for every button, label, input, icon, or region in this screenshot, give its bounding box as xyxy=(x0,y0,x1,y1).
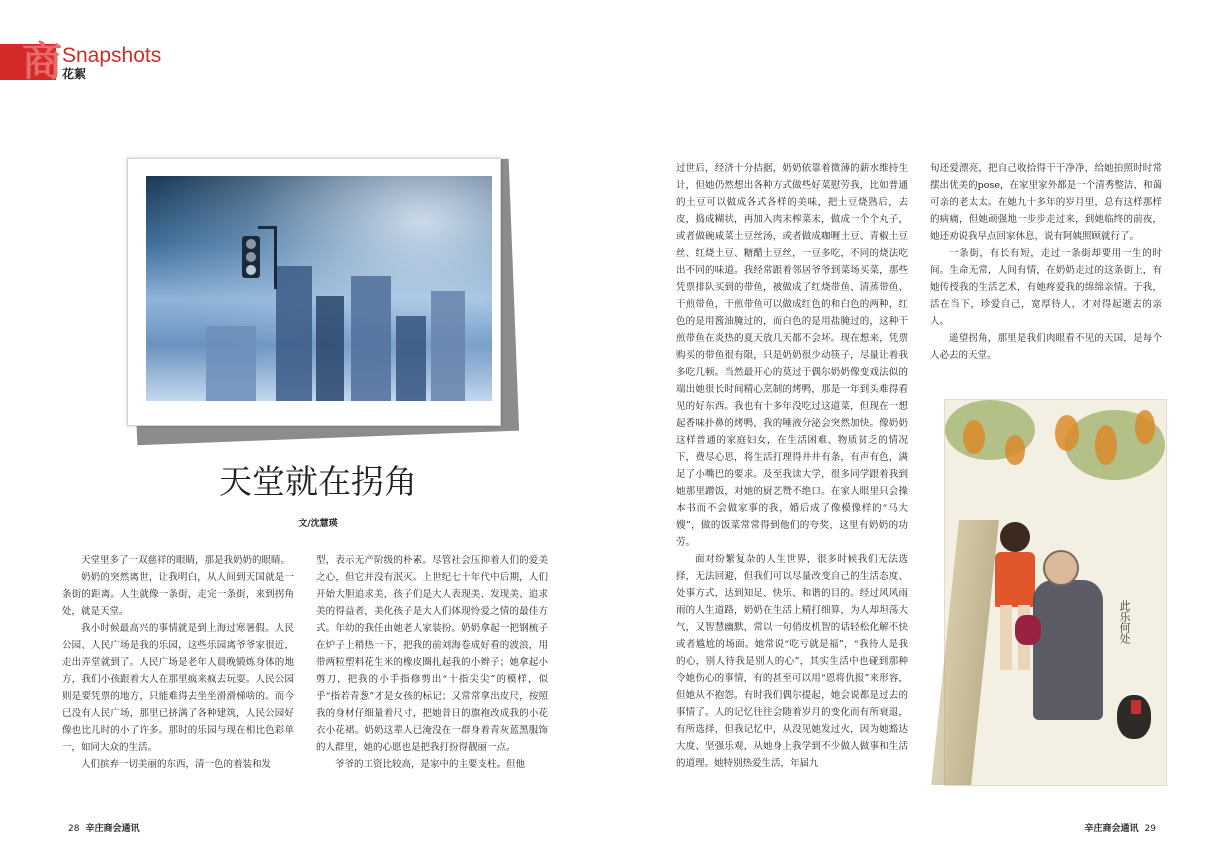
paragraph: 天堂里多了一双慈祥的眼睛，那是我奶奶的眼睛。 xyxy=(81,555,291,566)
section-logo-glyph: 商 xyxy=(22,38,62,85)
city-traffic-light-photo xyxy=(146,176,492,401)
signal-pole xyxy=(258,226,277,289)
text-column-4 xyxy=(930,160,1162,364)
paragraph: 面对纷繁复杂的人生世界，很多时候我们无法选择，无法回避，但我们可以尽量改变自己的生活态度、处事方式，达到知足、快乐、和谐的目的。经过风风雨雨的人生道路，奶奶在生活上精打细算，为人却坦荡大气，又智慧幽默，常以一句俏皮机智的话轻松化解不快或者尴尬的场面。她常说“吃亏就是福”，“我待人是我的心，别人待我是别人的心”，其实生活中也碰到那种令她伤心的事情，有的甚至可以用“恩将仇报”来形容，但她从不抱怨。有时我们偶尔提起，她会说都是过去的事情了。人的记忆往往会随着岁月的变化而有所衰退，有所选择，但我记忆中，从没见她发过火，因为她豁达大度、坚强乐观，从她身上我学到不少做人做事和生活的道理。她特别热爱生活，年届九 xyxy=(676,554,908,769)
paragraph: 奶奶的突然离世，让我明白，从人间到天国就是一条街的距离。人生就像一条街，走完一条街，来到拐角处，就是天堂。 xyxy=(62,572,294,617)
footer-left xyxy=(62,821,139,834)
grapes-basket xyxy=(1015,615,1041,645)
calligraphy-inscription: 此乐何处 xyxy=(1118,600,1131,644)
publication-name-right: 辛庄商会通讯 xyxy=(1084,824,1139,834)
artist-seal xyxy=(1131,700,1141,714)
text-column-2 xyxy=(316,552,548,773)
traffic-light-icon xyxy=(242,236,260,278)
ink-painting-illustration xyxy=(944,399,1167,786)
page-number-right: 29 xyxy=(1144,824,1156,834)
text-column-3 xyxy=(676,160,908,772)
paragraph: 爷爷的工资比较高，是家中的主要支柱。但他 xyxy=(335,759,526,770)
paragraph-continued: 过世后，经济十分拮据，奶奶依靠着微薄的薪水维持生计，但她仍然想出各种方式做些好菜慰劳我，比如普通的土豆可以做成各式各样的美味，把土豆烧熟后，去皮，捣成糊状，再加入肉末榨菜末，做成一个个丸子，或者做碗咸菜土豆丝汤，或者做成咖喱土豆、青椒土豆丝、红烧土豆、糖醋土豆丝，一豆多吃，不同的烧法吃出不同的味道。我经常跟着邻居爷爷到菜场买菜，那些凭票排队买到的带鱼，被做成了红烧带鱼、清蒸带鱼、干煎带鱼，干煎带鱼可以做成红色的和白色的两种，红色的是用酱油腌过的，而白色的是用盐腌过的，这种干煎带鱼在炎热的夏天放几天都不会坏。现在想来，凭票购买的带鱼很有限，只是奶奶很少动筷子，尽量让着我多吃几顿。当然最开心的莫过于偶尔奶奶像变戏法似的端出她很长时间精心烹制的烤鸭，那是一年到头难得看见的好东西。我也有十多年没吃过这道菜，但现在一想起香味扑鼻的烤鸭，我的唾液分泌会突然加快。像奶奶这样普通的家庭妇女，在生活困难、物质贫乏的情况下，费尽心思，将生活打理得井井有条，有声有色，满足了小嘴巴的要求。及至我读大学，很多同学跟着我到她那里蹭饭，对她的厨艺赞不绝口。在家人眼里只会操本书而不会做家事的我，婚后成了像模像样的“马大嫂”，做的饭菜常常得到他们的夸奖，这里有奶奶的功劳。 xyxy=(676,163,908,548)
paragraph: 人们摈弃一切美丽的东西，清一色的着装和发 xyxy=(81,759,272,770)
section-title-en: Snapshots xyxy=(62,44,162,67)
footer-right xyxy=(1085,821,1162,834)
text-column-1 xyxy=(62,552,294,773)
publication-name-left: 辛庄商会通讯 xyxy=(85,824,140,834)
page-number-left: 28 xyxy=(68,824,80,834)
article-byline: 文/沈慧瑛 xyxy=(298,519,338,529)
old-man-figure xyxy=(1033,580,1103,720)
paragraph: 我小时候最高兴的事情就是到上海过寒暑假。人民公园、人民广场是我的乐园，这些乐园离爷爷家很近，走出弄堂就到了。人民广场是老年人晨晚锻炼身体的地方，我们小孩跟着大人在那里疯来疯去玩耍。人民公园则是要凭票的地方，只能难得去坐坐滑滑梯啥的。而今已没有人民广场，那里已挤满了各种建筑，人民公园好像也比儿时的小了许多。那时的乐园与现在相比色彩单一，如同大众的生活。 xyxy=(62,623,294,753)
photo-frame xyxy=(127,158,501,426)
paragraph: 一条街，有长有短，走过一条街却要用一生的时间。生命无常，人间有情，在奶奶走过的这条街上，有她传授我的生活艺术，有她疼爱我的绵绵亲情。于我，活在当下，珍爱自己，宽厚待人，才对得起逝去的亲人。 xyxy=(930,248,1162,327)
paragraph-continued: 型，表示无产阶级的朴素。尽管社会压抑着人们的爱美之心，但它并没有泯灭。上世纪七十年代中后期，人们开始大胆追求美，孩子们是大人表现美、发现美、追求美的得益者，美化孩子是大人们体现怜爱之情的最佳方式。年幼的我任由她老人家装扮。奶奶拿起一把钢梳子在炉子上稍热一下，把我的前刘海卷成好看的波浪，用带两粒塑料花生米的橡皮圈扎起我的小辫子；她拿起小剪刀，把我的小手指修剪出“十指尖尖”的模样，似乎“指若青葱”才是女孩的标记；又常常拿出皮尺，按照我的身材仔细量着尺寸，把她昔日的旗袍改成我的小花衣小花裙。奶奶这辈人已淹没在一群身着青灰蓝黑服饰的人群里，她的心愿也是把我打扮得靓丽一点。 xyxy=(316,555,548,753)
paragraph: 遥望拐角，那里是我们肉眼看不见的天国，是每个人必去的天堂。 xyxy=(930,333,1162,361)
section-title-cn: 花絮 xyxy=(62,67,87,81)
paragraph-continued: 旬还爱漂亮，把自己收拾得干干净净，给她拍照时时常摆出优美的pose，在家里家外都是一个清秀整洁、和蔼可亲的老太太。在她九十多年的岁月里，总有这样那样的病痛，但她顽强地一步步走过来，到她临终的前夜，她还劝说我早点回家休息，说有阿姨照顾就行了。 xyxy=(930,163,1162,242)
article-title: 天堂就在拐角 xyxy=(219,462,417,501)
section-logo-block xyxy=(0,38,62,85)
girl-figure xyxy=(1000,522,1030,552)
